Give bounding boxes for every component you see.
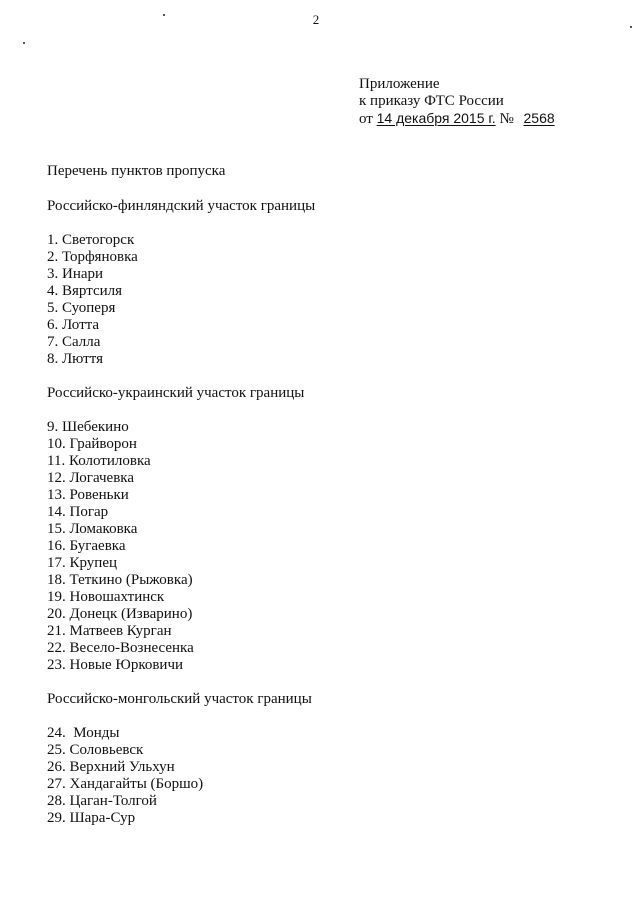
- list-item: 18. Теткино (Рыжовка): [47, 572, 193, 588]
- scan-speck: [630, 26, 632, 28]
- checkpoint-list-mongolia: [47, 725, 607, 827]
- list-item: 8. Люття: [47, 351, 103, 367]
- list-item: 29. Шара-Сур: [47, 810, 136, 826]
- document-title: Перечень пунктов пропуска: [47, 163, 226, 179]
- annex-order-ref: к приказу ФТС России: [359, 93, 504, 109]
- scan-speck: [23, 42, 25, 44]
- checkpoint-list-finland: [47, 232, 607, 368]
- annex-number-sign: №: [499, 111, 514, 127]
- list-item: 5. Суоперя: [47, 300, 116, 316]
- list-item: 21. Матвеев Курган: [47, 623, 172, 639]
- list-item: 24. Монды: [47, 725, 120, 741]
- list-item: 12. Логачевка: [47, 470, 135, 486]
- list-item: 28. Цаган-Толгой: [47, 793, 157, 809]
- annex-date: 14 декабря 2015 г.: [376, 110, 496, 126]
- list-item: 13. Ровеньки: [47, 487, 129, 503]
- list-item: 9. Шебекино: [47, 419, 129, 435]
- list-item: 22. Весело-Вознесенка: [47, 640, 194, 656]
- scan-speck: [163, 14, 165, 16]
- annex-date-prefix: от: [359, 111, 373, 127]
- annex-block: [359, 76, 555, 128]
- list-item: 26. Верхний Ульхун: [47, 759, 175, 775]
- list-item: 2. Торфяновка: [47, 249, 138, 265]
- list-item: 16. Бугаевка: [47, 538, 126, 554]
- document-body: [47, 163, 607, 827]
- section-heading-finland: Российско-финляндский участок границы: [47, 198, 316, 214]
- list-item: 15. Ломаковка: [47, 521, 138, 537]
- list-item: 19. Новошахтинск: [47, 589, 165, 605]
- annex-date-line: [359, 110, 555, 128]
- annex-title: Приложение: [359, 76, 440, 92]
- list-item: 3. Инари: [47, 266, 104, 282]
- list-item: 27. Хандагайты (Боршо): [47, 776, 204, 792]
- list-item: 23. Новые Юрковичи: [47, 657, 184, 673]
- section-heading-ukraine: Российско-украинский участок границы: [47, 385, 305, 401]
- list-item: 20. Донецк (Изварино): [47, 606, 193, 622]
- list-item: 14. Погар: [47, 504, 109, 520]
- annex-number: 2568: [523, 110, 555, 126]
- list-item: 17. Крупец: [47, 555, 118, 571]
- list-item: 11. Колотиловка: [47, 453, 151, 469]
- list-item: 1. Светогорск: [47, 232, 135, 248]
- section-heading-mongolia: Российско-монгольский участок границы: [47, 691, 312, 707]
- list-item: 25. Соловьевск: [47, 742, 144, 758]
- list-item: 10. Грайворон: [47, 436, 137, 452]
- list-item: 6. Лотта: [47, 317, 100, 333]
- checkpoint-list-ukraine: [47, 419, 607, 674]
- list-item: 7. Салла: [47, 334, 101, 350]
- list-item: 4. Вяртсиля: [47, 283, 123, 299]
- page-number: 2: [312, 12, 320, 27]
